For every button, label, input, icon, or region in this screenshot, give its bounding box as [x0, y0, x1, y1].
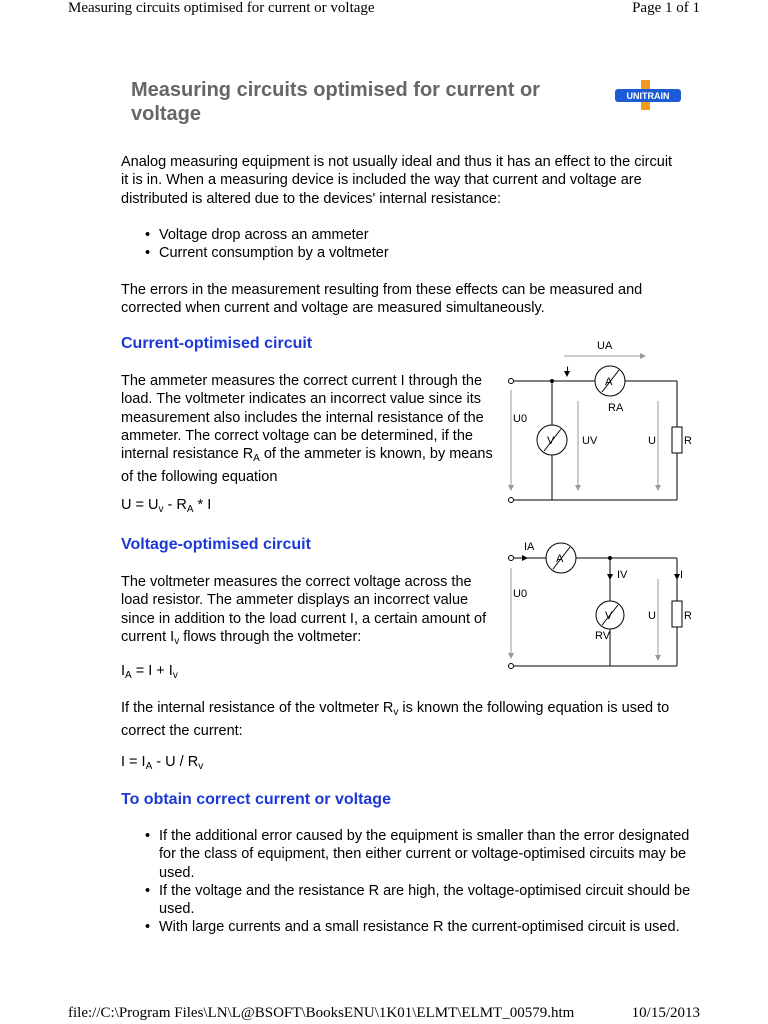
list-item: • With large currents and a small resistance R the current-optimised circuit is used. [145, 918, 705, 936]
unitrain-logo [615, 80, 681, 110]
voltage-optimised-circuit-diagram [500, 535, 700, 675]
label-ammeter: A [556, 553, 564, 565]
label-voltmeter: V [605, 610, 613, 622]
label-rv: RV [595, 630, 611, 642]
label-u0: U0 [513, 413, 528, 425]
obtain-correct-heading: To obtain correct current or voltage [121, 791, 391, 808]
label-uv: UV [582, 435, 598, 447]
label-ammeter: A [605, 376, 613, 388]
rv-paragraph: If the internal resistance of the voltmeter $R_v$ is known the following equation is used to correct the current: [121, 700, 670, 740]
voltage-optimised-paragraph: The voltmeter measures the correct voltage across the load resistor. The ammeter displays an incorrect value since in addition to the load current I, a certain amount of current $I_v$ flows through the voltmeter: [121, 574, 487, 647]
label-i: I [680, 569, 684, 581]
label-i: I [566, 365, 570, 377]
current-correction-equation: $I = I_A - U / R_v$ [121, 754, 204, 772]
list-item: • If the additional error caused by the equipment is smaller than the error designated for the class of equipment, then either current or voltage-optimised circuits may be used. [145, 827, 705, 882]
current-optimised-heading: Current-optimised circuit [121, 335, 313, 352]
label-ia: IA [524, 541, 535, 553]
page-number: Page 1 of 1 [632, 0, 700, 16]
intro-paragraph: Analog measuring equipment is not usually ideal and thus it has an effect to the circuit it is in. When a measuring device is included the way that current and voltage are distributed is altered due to the devices' internal resistance: [121, 154, 673, 207]
page-footer-date: 10/15/2013 [631, 1005, 700, 1021]
recommendations-list [145, 827, 705, 937]
label-iv: IV [617, 569, 628, 581]
list-item: • If the voltage and the resistance R are high, the voltage-optimised circuit should be used. [145, 882, 705, 919]
svg-text:UNITRAIN: UNITRAIN [626, 91, 670, 101]
voltage-optimised-heading: Voltage-optimised circuit [121, 536, 311, 553]
effects-list [145, 226, 389, 263]
label-u: U [648, 435, 656, 447]
label-u: U [648, 610, 656, 622]
label-r: R [684, 435, 692, 447]
list-item: • Voltage drop across an ammeter [145, 226, 389, 244]
page-header-title: Measuring circuits optimised for current or voltage [68, 0, 375, 16]
label-voltmeter: V [547, 435, 555, 447]
label-ua: UA [597, 340, 613, 352]
page-title: Measuring circuits optimised for current or voltage [131, 79, 540, 125]
label-r: R [684, 610, 692, 622]
voltage-equation: $U = U_v - R_A * I$ [121, 497, 212, 515]
current-optimised-paragraph: The ammeter measures the correct current I through the load. The voltmeter indicates an incorrect value since its measurement also includes the internal resistance of the ammeter. The correct voltage can be determined, if the internal resistance $R_A$ of the ammeter is known, by means of the following equation [121, 373, 493, 486]
current-sum-equation: $I_A = I + I_v$ [121, 663, 178, 681]
current-optimised-circuit-diagram [500, 335, 700, 510]
label-u0: U0 [513, 588, 528, 600]
errors-paragraph: The errors in the measurement resulting from these effects can be measured and corrected when current and voltage are measured simultaneously. [121, 282, 643, 317]
label-ra: RA [608, 402, 624, 414]
page-footer-path: file://C:\Program Files\LN\L@BSOFT\BooksENU\1K01\ELMT\ELMT_00579.htm [68, 1005, 575, 1021]
list-item: • Current consumption by a voltmeter [145, 244, 389, 262]
